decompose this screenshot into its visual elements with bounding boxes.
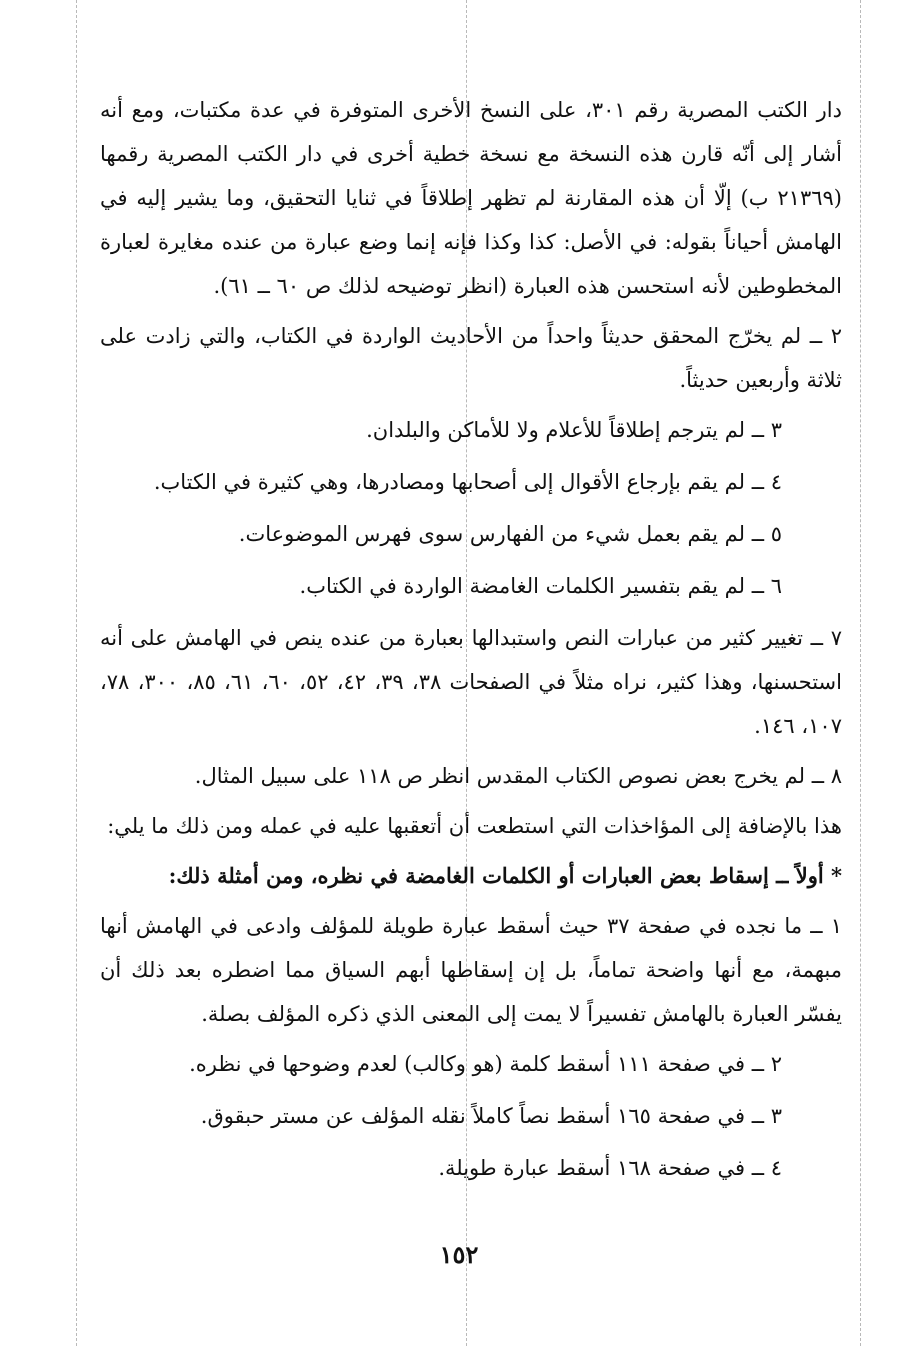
list-item-3: ٣ ــ لم يترجم إطلاقاً للأعلام ولا للأماكن والبلدان.	[366, 418, 782, 442]
subitem-4: ٤ ــ في صفحة ١٦٨ أسقط عبارة طويلة.	[438, 1156, 782, 1180]
section-heading-first: * أولاً ــ إسقاط بعض العبارات أو الكلمات الغامضة في نظره، ومن أمثلة ذلك:	[168, 863, 842, 888]
list-item-2: ٢ ــ لم يخرّج المحقق حديثاً واحداً من الأحاديث الواردة في الكتاب، والتي زادت على ثلاثة وأربعين حديثاً.	[100, 324, 842, 392]
subitem-2: ٢ ــ في صفحة ١١١ أسقط كلمة (هو وكالب) لعدم وضوحها في نظره.	[189, 1052, 782, 1076]
list-item-5: ٥ ــ لم يقم بعمل شيء من الفهارس سوى فهرس الموضوعات.	[238, 522, 782, 546]
list-item-8: ٨ ــ لم يخرج بعض نصوص الكتاب المقدس انظر ص ١١٨ على سبيل المثال.	[194, 764, 842, 788]
list-item-7: ٧ ــ تغيير كثير من عبارات النص واستبدالها بعبارة من عنده ينص في الهامش على أنه استحسنها، وهذا كثير، نراه مثلاً في الصفحات ٣٨، ٣٩، ٤٢، ٥٢، ٦٠، ٦١، ٨٥، ٣٠٠، ٧٨، ١٠٧، ١٤٦.	[100, 626, 842, 738]
page-body	[100, 88, 842, 1198]
list-item-6: ٦ ــ لم يقم بتفسير الكلمات الغامضة الواردة في الكتاب.	[299, 574, 782, 598]
page-number: ١٥٢	[439, 1240, 479, 1269]
paragraph-manuscripts: دار الكتب المصرية رقم ٣٠١، على النسخ الأخرى المتوفرة في عدة مكتبات، ومع أنه أشار إلى أنّه قارن هذه النسخة مع نسخة خطية أخرى في دار الكتب المصرية رقمها (٢١٣٦٩ ب) إلّا أن هذه المقارنة لم تظهر إطلاقاً في ثنايا التحقيق، وما يشير إليه في الهامش أحياناً بقوله: في الأصل: كذا وكذا فإنه إنما وضع عبارة من عنده مغايرة لعبارة المخطوطين لأنه استحسن هذه العبارة (انظر توضيحه لذلك ص ٦٠ ــ ٦١).	[100, 98, 842, 298]
guide-line-right	[860, 0, 861, 1346]
subitem-1: ١ ــ ما نجده في صفحة ٣٧ حيث أسقط عبارة طويلة للمؤلف وادعى في الهامش أنها مبهمة، مع أنها واضحة تماماً، بل إن إسقاطها أبهم السياق مما اضطره بعد ذلك أن يفسّر العبارة بالهامش تفسيراً لا يمت إلى المعنى الذي ذكره المؤلف بصلة.	[100, 914, 842, 1026]
paragraph-critiques-intro: هذا بالإضافة إلى المؤاخذات التي استطعت أن أتعقبها عليه في عمله ومن ذلك ما يلي:	[107, 814, 842, 838]
subitem-3: ٣ ــ في صفحة ١٦٥ أسقط نصاً كاملاً نقله المؤلف عن مستر حبقوق.	[200, 1104, 782, 1128]
list-item-4: ٤ ــ لم يقم بإرجاع الأقوال إلى أصحابها ومصادرها، وهي كثيرة في الكتاب.	[153, 470, 782, 494]
guide-line-left	[76, 0, 77, 1346]
